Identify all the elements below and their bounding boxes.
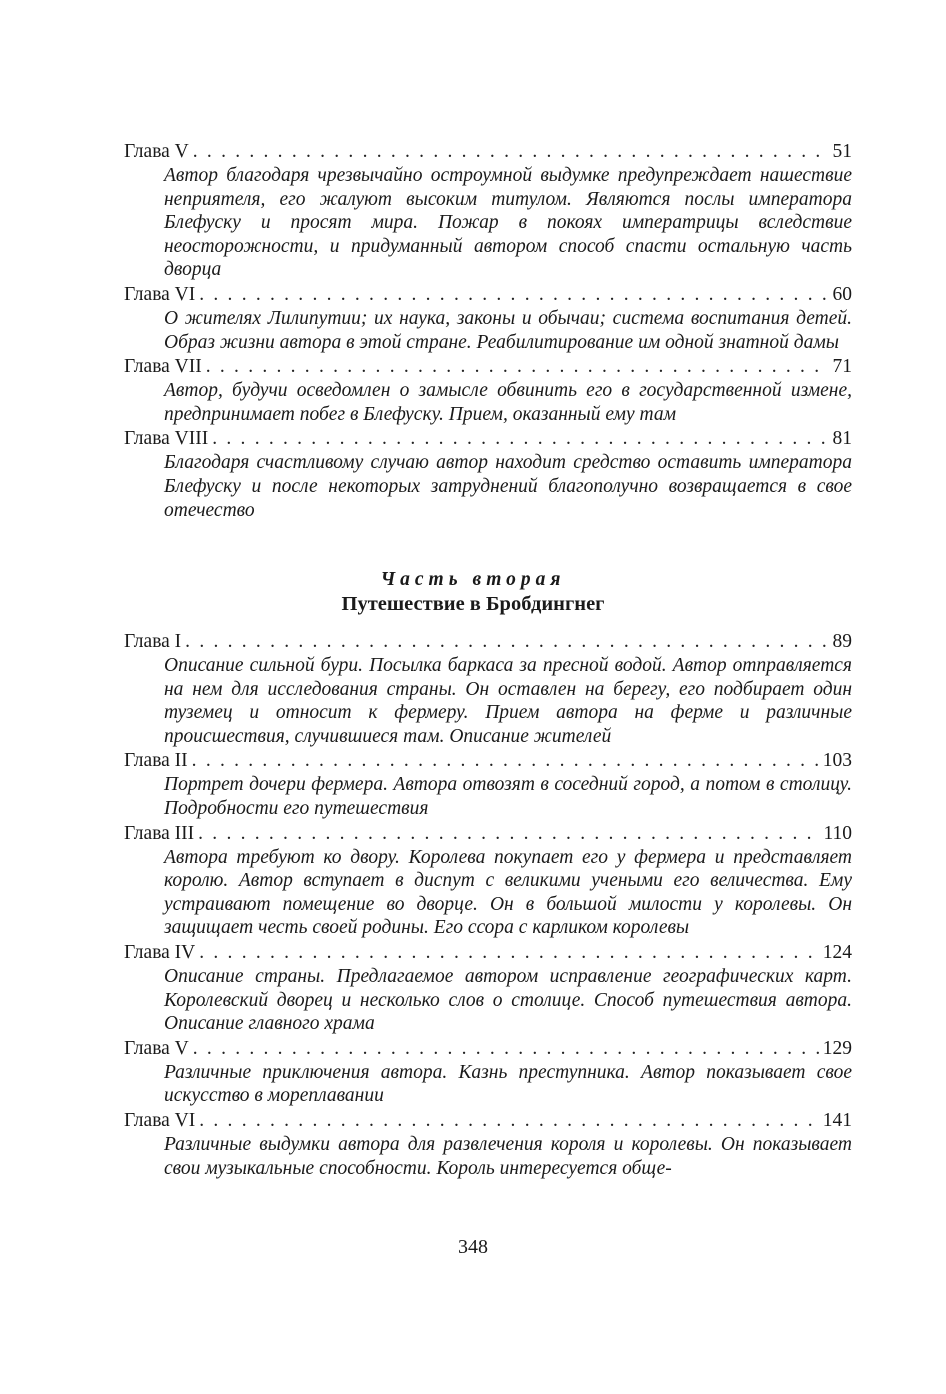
page-reference: 60 [832, 283, 852, 305]
dot-leader [199, 1109, 819, 1133]
chapter-summary: Благодаря счастливому случаю автор находит средство оставить императора Блефуску и после некоторых затруднений благополучно возвращается в свое отечество [164, 452, 852, 521]
chapter-label: Глава VII [124, 356, 202, 378]
chapter-summary: Различные приключения автора. Казнь преступника. Автор показывает свое искусство в мореплавании [164, 1061, 852, 1107]
chapter-label: Глава VI [124, 283, 196, 305]
chapter-summary: Автор, будучи осведомлен о замысле обвинить его в государственной измене, предпринимает побег в Блефуску. Прием, оказанный ему там [164, 380, 852, 425]
chapter-label: Глава IV [124, 941, 196, 963]
toc-entry [124, 1109, 852, 1180]
page-reference: 141 [822, 1109, 852, 1131]
page-reference: 110 [823, 822, 852, 844]
toc-entry [124, 630, 852, 748]
dot-leader [212, 427, 828, 451]
page-reference: 51 [832, 141, 852, 162]
chapter-label: Глава VIII [124, 428, 209, 450]
chapter-label: Глава III [124, 822, 195, 844]
chapter-summary: Автора требуют ко двору. Королева покупает его у фермера и представляет королю. Автор вступает в диспут с великими учеными его величества. Ему устраивают помещение во дворце. Он в большой милости у королевы. Он защищает честь своей родины. Его ссора с карликом королевы [164, 846, 852, 939]
toc-entry [124, 941, 852, 1036]
dot-leader [206, 355, 829, 379]
part-title: Путешествие в Бробдингнег [341, 593, 605, 615]
chapter-summary: Автор благодаря чрезвычайно остроумной выдумке предупреждает нашествие неприятеля, его жалуют высоким титулом. Являются послы императора Блефуску и просят мира. Пожар в покоях императрицы вследствие неосторожности, и придуманный автором способ спасти остальную часть дворца [164, 165, 852, 281]
chapter-label: Глава V [124, 141, 189, 162]
chapter-summary: Портрет дочери фермера. Автора отвозят в соседний город, а потом в столицу. Подробности его путешествия [164, 774, 852, 819]
page-reference: 124 [822, 941, 852, 963]
dot-leader [192, 749, 819, 773]
dot-leader [199, 283, 828, 307]
chapter-summary: Различные выдумки автора для развлечения короля и королевы. Он показывает свои музыкальные способности. Король интересуется обще- [164, 1133, 852, 1179]
table-of-contents-part-two [124, 630, 852, 1181]
table-of-contents-part-one [124, 140, 852, 523]
chapter-label: Глава II [124, 750, 188, 772]
toc-entry [124, 749, 852, 820]
chapter-label: Глава I [124, 631, 182, 652]
page-number: 348 [458, 1236, 488, 1258]
dot-leader [185, 630, 828, 654]
toc-entry [124, 355, 852, 426]
part-heading [0, 568, 946, 617]
dot-leader [198, 822, 819, 846]
toc-entry [124, 427, 852, 522]
dot-leader [193, 140, 829, 164]
page-reference: 129 [822, 1037, 852, 1059]
chapter-label: Глава VI [124, 1109, 196, 1131]
toc-entry [124, 822, 852, 940]
dot-leader [193, 1037, 819, 1061]
toc-entry [124, 1037, 852, 1108]
part-label: Часть вторая [380, 569, 566, 590]
toc-entry [124, 283, 852, 354]
page-reference: 103 [822, 750, 852, 772]
page-reference: 71 [832, 356, 852, 378]
chapter-summary: О жителях Лилипутии; их наука, законы и обычаи; система воспитания детей. Образ жизни автора в этой стране. Реабилитирование им одной знатной дамы [164, 307, 852, 353]
dot-leader [199, 941, 819, 965]
page-reference: 89 [832, 631, 852, 652]
chapter-summary: Описание страны. Предлагаемое автором исправление географических карт. Королевский дворец и несколько слов о столице. Способ путешествия автора. Описание главного храма [164, 965, 852, 1035]
chapter-summary: Описание сильной бури. Посылка баркаса за пресной водой. Автор отправляется на нем для исследования страны. Он оставлен на берегу, его подбирает один туземец и относит к фермеру. Прием автора на ферме и различные происшествия, случившиеся там. Описание жителей [164, 655, 852, 747]
toc-entry [124, 140, 852, 282]
page-reference: 81 [832, 428, 852, 450]
chapter-label: Глава V [124, 1037, 189, 1059]
